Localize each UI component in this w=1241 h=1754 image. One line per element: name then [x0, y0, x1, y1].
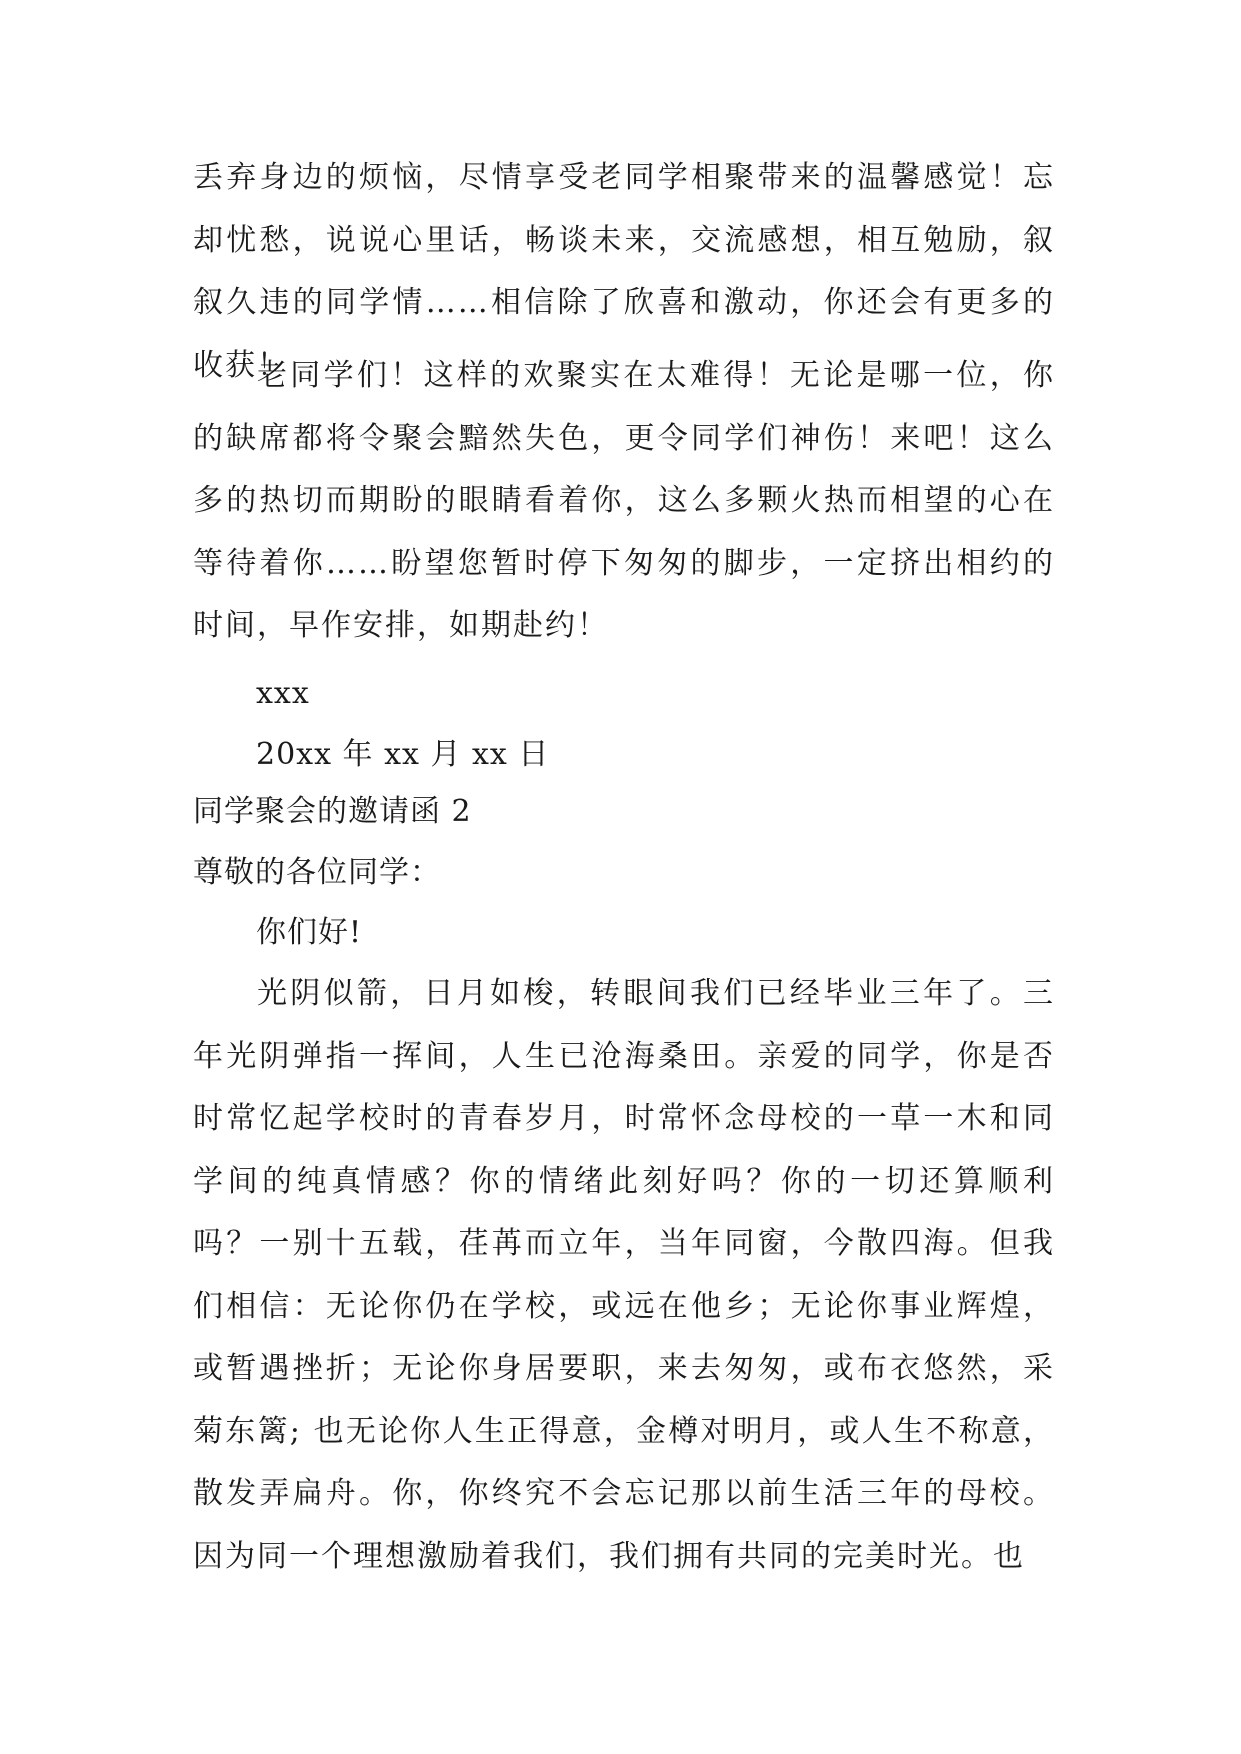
greeting: 你们好! [256, 915, 363, 950]
paragraph-memories: 光阴似箭，日月如梭，转眼间我们已经毕业三年了。三年光阴弹指一挥间，人生已沧海桑田。亲爱的同学，你是否时常忆起学校时的青春岁月，时常怀念母校的一草一木和同学间的纯真情感？你的情绪此刻好吗？你的一切还算顺利吗？一别十五载，荏苒而立年，当年同窗，今散四海。但我们相信：无论你仍在学校，或远在他乡；无论你事业辉煌，或暂遇挫折；无论你身居要职，来去匆匆，或布衣悠然，采菊东篱; 也无论你人生正得意，金樽对明月，或人生不称意，散发弄扁舟。你，你终究不会忘记那以前生活三年的母校。因为同一个理想激励着我们，我们拥有共同的完美时光。也 [193, 976, 1055, 1574]
date-line: 20xx 年 xx 月 xx 日 [256, 737, 550, 772]
signature: xxx [256, 676, 310, 711]
salutation: 尊敬的各位同学： [193, 855, 441, 890]
section-title: 同学聚会的邀请函 2 [193, 794, 472, 829]
paragraph-reunion-feeling: 丢弃身边的烦恼，尽情享受老同学相聚带来的温馨感觉！忘却忧愁，说说心里话，畅谈未来，交流感想，相互勉励，叙叙久违的同学情……相信除了欣喜和激动，你还会有更多的收获！ [193, 160, 1055, 383]
paragraph-invitation-appeal: 老同学们！这样的欢聚实在太难得！无论是哪一位，你的缺席都将令聚会黯然失色，更令同学们神伤！来吧！这么多的热切而期盼的眼睛看着你，这么多颗火热而相望的心在等待着你……盼望您暂时停下匆匆的脚步，一定挤出相约的时间，早作安排，如期赴约！ [193, 358, 1055, 643]
